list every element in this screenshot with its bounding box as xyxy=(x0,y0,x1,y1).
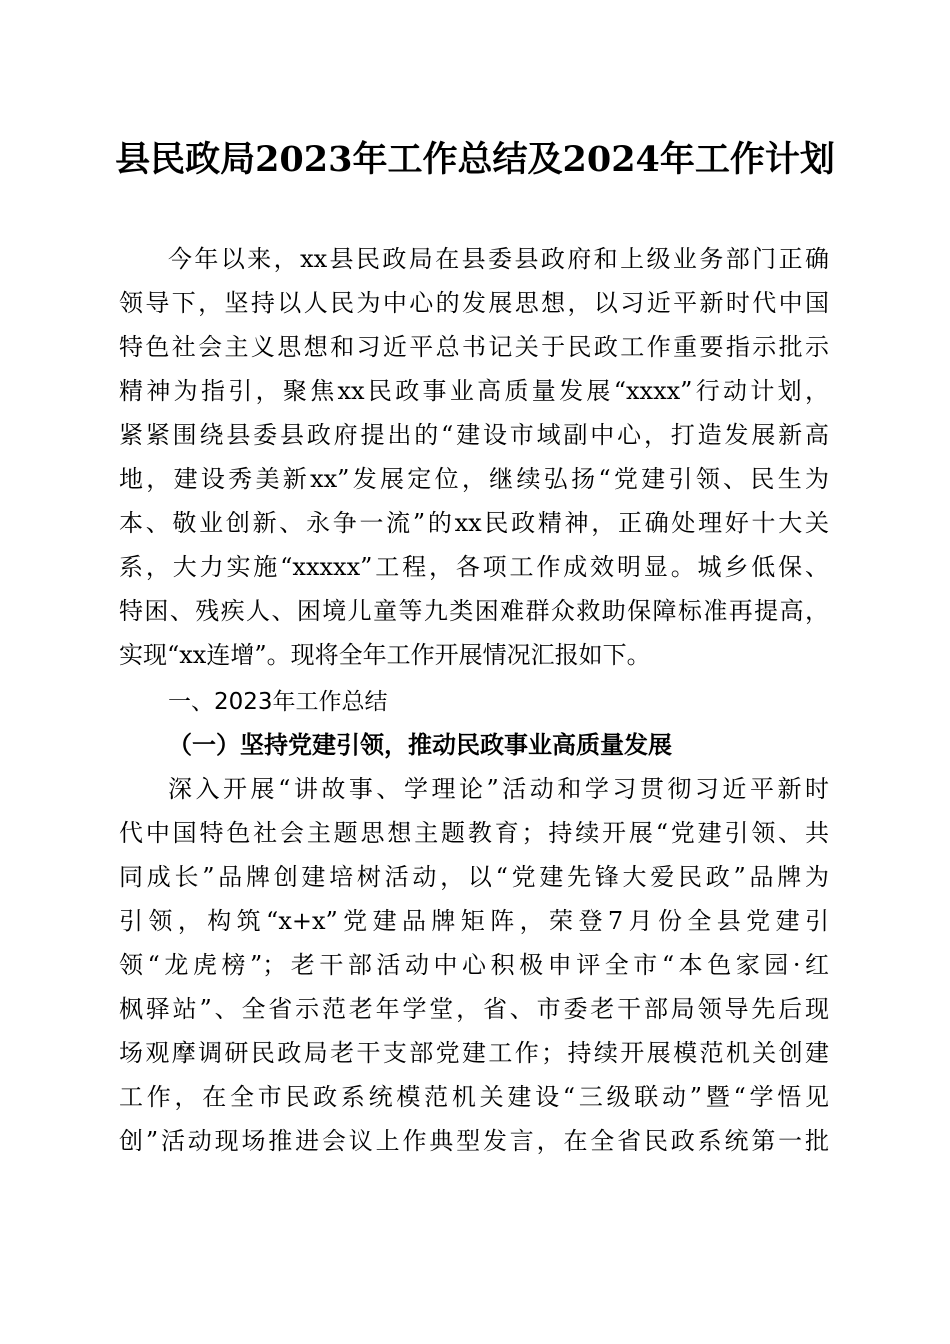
paragraph-line: 精神为指引，聚焦xx民政事业高质量发展“xxxx”行动计划， xyxy=(119,377,829,405)
paragraph-line: 创”活动现场推进会议上作典型发言，在全省民政系统第一批 xyxy=(119,1127,829,1155)
paragraph-line: 同成长”品牌创建培树活动，以“党建先锋大爱民政”品牌为 xyxy=(119,863,829,891)
paragraph-line: 工作，在全市民政系统模范机关建设“三级联动”暨“学悟见 xyxy=(119,1083,829,1111)
paragraph-line: 领“龙虎榜”；老干部活动中心积极申评全市“本色家园·红 xyxy=(119,951,829,979)
paragraph-line: 今年以来，xx县民政局在县委县政府和上级业务部门正确 xyxy=(168,245,829,273)
paragraph-line: 场观摩调研民政局老干支部党建工作；持续开展模范机关创建 xyxy=(119,1039,829,1067)
paragraph-line: 特困、残疾人、困境儿童等九类困难群众救助保障标准再提高， xyxy=(119,597,829,625)
paragraph-line: 特色社会主义思想和习近平总书记关于民政工作重要指示批示 xyxy=(119,333,829,361)
paragraph-line: 紧紧围绕县委县政府提出的“建设市域副中心，打造发展新高 xyxy=(119,421,829,449)
paragraph-line: 领导下，坚持以人民为中心的发展思想，以习近平新时代中国 xyxy=(119,289,829,317)
paragraph-line: 系，大力实施“xxxxx”工程，各项工作成效明显。城乡低保、 xyxy=(119,553,829,581)
paragraph-line: 深入开展“讲故事、学理论”活动和学习贯彻习近平新时 xyxy=(168,775,829,803)
paragraph-line: 枫驿站”、全省示范老年学堂，省、市委老干部局领导先后现 xyxy=(119,995,829,1023)
paragraph-line: 本、敬业创新、永争一流”的xx民政精神，正确处理好十大关 xyxy=(119,509,829,537)
paragraph-line: 引领，构筑“x+x”党建品牌矩阵，荣登7月份全县党建引 xyxy=(119,907,829,935)
document-title: 县民政局2023年工作总结及2024年工作计划 xyxy=(115,139,835,180)
subsection-heading: （一）坚持党建引领，推动民政事业高质量发展 xyxy=(168,730,672,759)
paragraph-line: 实现“xx连增”。现将全年工作开展情况汇报如下。 xyxy=(119,641,651,669)
paragraph-line: 代中国特色社会主题思想主题教育；持续开展“党建引领、共 xyxy=(119,819,829,847)
paragraph-line: 地，建设秀美新xx”发展定位，继续弘扬“党建引领、民生为 xyxy=(119,465,829,493)
section-heading: 一、2023年工作总结 xyxy=(168,689,388,715)
